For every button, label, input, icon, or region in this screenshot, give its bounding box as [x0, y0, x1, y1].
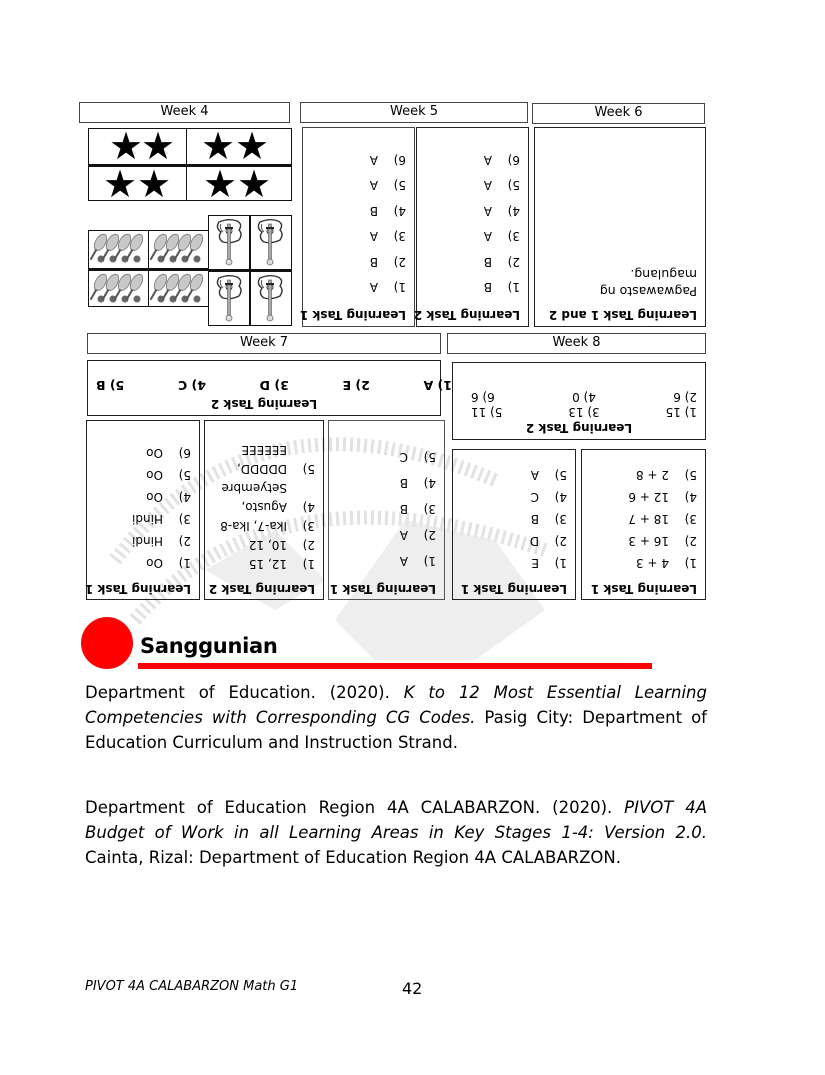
- answer-item: 2) E: [342, 378, 370, 393]
- answer-item: [461, 530, 567, 552]
- answer-number: 2): [393, 254, 406, 269]
- answer-item: [425, 147, 520, 173]
- answer-item: [213, 517, 315, 536]
- section-bullet-circle: [81, 617, 133, 669]
- answer-number: 5): [684, 468, 697, 482]
- answer-value: C: [399, 450, 408, 464]
- guitars-grid: [208, 215, 292, 326]
- reference-author: Department of Education Region 4A CALABARZON. (2020).: [85, 798, 625, 817]
- answer-item: [461, 486, 567, 508]
- section-underline: [138, 663, 652, 669]
- star-icon: ★: [137, 162, 172, 206]
- answer-item: [311, 275, 406, 301]
- reference-publisher: Pasig City: Department of Education Curriculum and Instruction Strand.: [85, 708, 707, 752]
- answer-item: [95, 552, 191, 574]
- reference-entry: [85, 680, 707, 755]
- page-number: 42: [402, 979, 423, 998]
- reference-author: Department of Education. (2020).: [85, 683, 404, 702]
- answer-value: Oo: [146, 556, 163, 570]
- answer-value: B: [530, 512, 539, 526]
- answer-number: 5): [393, 178, 406, 193]
- answer-number: 1): [302, 557, 315, 572]
- guitar-cell: [249, 269, 292, 326]
- answer-number: 3): [393, 229, 406, 244]
- answer-item: [213, 460, 315, 479]
- guitar-cell: [249, 215, 292, 272]
- answer-value: 4 + 3: [636, 556, 669, 570]
- answer-number: 1): [423, 554, 436, 568]
- section-title: Sanggunian: [140, 634, 278, 658]
- answer-value: EEEEEE: [241, 443, 287, 458]
- task-note-line: magulang.: [630, 267, 697, 282]
- answer-value: C: [530, 490, 539, 504]
- task-title: Learning Task 1: [329, 582, 436, 596]
- answer-item: [337, 548, 436, 574]
- week-8-task-2-box: [452, 362, 706, 440]
- week-7-task-1-letters-box: [328, 420, 445, 600]
- maracas-cell: [88, 230, 149, 269]
- week-7-task-2-wide-box: [87, 360, 452, 416]
- week-8-header: [447, 333, 706, 354]
- week-7-header: [87, 333, 441, 354]
- answer-item: [461, 464, 567, 486]
- answer-number: 5): [507, 178, 520, 193]
- answer-item: [337, 496, 436, 522]
- maracas-icon: [89, 271, 147, 307]
- answer-number: 4): [178, 490, 191, 504]
- answer-item: 3) 13: [568, 405, 600, 419]
- answer-value: Oo: [146, 468, 163, 482]
- maracas-cell: [148, 230, 209, 269]
- answer-number: 3): [302, 519, 315, 534]
- star-icon: ★: [237, 162, 272, 206]
- task-title: Learning Task 2: [413, 308, 520, 322]
- maracas-icon: [89, 231, 147, 267]
- answer-value: B: [483, 254, 492, 269]
- answer-value: Setyembre: [221, 481, 287, 496]
- answer-number: 1): [554, 556, 567, 570]
- answer-value: Agusto,: [241, 500, 287, 515]
- answer-item: [311, 147, 406, 173]
- reference-title: PIVOT 4A Budget of Work in all Learning Areas in Key Stages 1-4: Version 2.0.: [85, 798, 708, 842]
- answer-number: 6): [178, 446, 191, 460]
- answer-number: 3): [178, 512, 191, 526]
- answer-value: Oo: [146, 446, 163, 460]
- answer-item: [425, 198, 520, 224]
- answer-value: A: [399, 554, 408, 568]
- answer-value: A: [369, 280, 378, 295]
- week-4-label: Week 4: [160, 104, 209, 119]
- guitar-icon: [209, 272, 249, 326]
- answer-number: 2): [302, 538, 315, 553]
- answer-number: 4): [423, 476, 436, 490]
- answer-value: B: [399, 476, 408, 490]
- task-title: Learning Task 1: [460, 582, 567, 596]
- answer-item: [213, 479, 315, 498]
- week-6-label: Week 6: [594, 105, 643, 120]
- answer-item: [311, 224, 406, 250]
- answer-item: [590, 464, 697, 486]
- answer-item: 1) 15: [665, 405, 697, 419]
- answer-value: A: [483, 152, 492, 167]
- answer-item: 3) D: [259, 378, 289, 393]
- answer-number: 5): [302, 462, 315, 477]
- stars-cell: [186, 124, 292, 168]
- answer-number: 2): [178, 534, 191, 548]
- answer-number: 4): [393, 203, 406, 218]
- maracas-grid: [88, 230, 209, 308]
- answer-value: 16 + 3: [628, 534, 669, 548]
- maracas-icon: [149, 231, 207, 267]
- answer-item: 4) C: [178, 378, 206, 393]
- week-5-label: Week 5: [389, 104, 439, 119]
- task-title: Learning Task 1 and 2: [548, 308, 697, 322]
- answer-item: [95, 464, 191, 486]
- task-title: Learning Task 1: [590, 582, 697, 596]
- answer-item: 5) B: [96, 378, 125, 393]
- answer-item: [590, 552, 697, 574]
- task-title: Learning Task 2: [525, 421, 633, 435]
- footer-title: PIVOT 4A CALABARZON Math G1: [85, 979, 299, 994]
- answer-item: [95, 442, 191, 464]
- answer-value: 10, 12: [248, 538, 287, 553]
- week-5-header: [300, 102, 528, 123]
- answer-value: DDDDD,: [236, 462, 287, 477]
- answer-item: [213, 441, 315, 460]
- answer-item: [213, 536, 315, 555]
- answer-number: 4): [507, 203, 520, 218]
- answer-number: 3): [684, 512, 697, 526]
- answer-value: A: [369, 229, 378, 244]
- answer-list: [213, 441, 315, 574]
- answer-item: [337, 444, 436, 470]
- reference-publisher: Cainta, Rizal: Department of Education Region 4A CALABARZON.: [85, 848, 621, 867]
- guitar-cell: [208, 215, 251, 272]
- answer-item: [95, 486, 191, 508]
- answer-item: [461, 508, 567, 530]
- stars-cell: [88, 124, 187, 168]
- answer-list: [425, 147, 520, 300]
- week-8-label: Week 8: [552, 335, 601, 350]
- week-4-header: [79, 102, 290, 123]
- answer-item: [425, 224, 520, 250]
- answer-number: 3): [554, 512, 567, 526]
- answer-number: 6): [393, 152, 406, 167]
- answer-value: Hindi: [132, 512, 163, 526]
- answer-item: [461, 552, 567, 574]
- answer-value: A: [483, 178, 492, 193]
- star-icon: ★: [235, 124, 270, 168]
- answer-number: 6): [507, 152, 520, 167]
- reference-entry: [85, 795, 707, 870]
- week-5-task-1-box: [299, 127, 415, 327]
- answer-number: 4): [554, 490, 567, 504]
- task-title: Learning Task 1: [84, 582, 191, 596]
- stars-cell: [186, 162, 292, 206]
- answer-row: [96, 378, 452, 393]
- answer-number: 2): [423, 528, 436, 542]
- answer-number: 5): [423, 450, 436, 464]
- week-7-task-2-box: [204, 420, 324, 600]
- answer-value: Hindi: [132, 534, 163, 548]
- answer-item: 6) 6: [471, 390, 495, 404]
- answer-item: [311, 173, 406, 199]
- star-icon: ★: [103, 162, 138, 206]
- answer-number: 3): [423, 502, 436, 516]
- guitar-icon: [250, 216, 290, 270]
- answer-item: [590, 508, 697, 530]
- answer-number: 4): [684, 490, 697, 504]
- answer-value: Ika-7, Ika-8: [220, 519, 287, 534]
- answer-number: 1): [178, 556, 191, 570]
- answer-list: [461, 464, 567, 574]
- week-5-task-2-box: [413, 127, 529, 327]
- answer-item: [213, 555, 315, 574]
- answer-value: A: [369, 178, 378, 193]
- answer-item: [337, 470, 436, 496]
- answer-number: 2): [507, 254, 520, 269]
- task-title: Learning Task 1: [299, 308, 406, 322]
- answer-item: [425, 275, 520, 301]
- week-8-task-1-letters-box: [452, 449, 576, 600]
- star-icon: ★: [201, 124, 236, 168]
- answer-item: [95, 508, 191, 530]
- answer-list: [95, 442, 191, 574]
- answer-value: 2 + 8: [636, 468, 669, 482]
- answer-number: 1): [393, 280, 406, 295]
- guitar-cell: [208, 269, 251, 326]
- answer-item: [213, 498, 315, 517]
- answer-value: D: [529, 534, 539, 548]
- answer-item: 1) A: [423, 378, 452, 393]
- answer-item: [337, 522, 436, 548]
- answer-item: [590, 530, 697, 552]
- star-icon: ★: [109, 124, 144, 168]
- answer-item: 4) 0: [572, 390, 596, 404]
- stars-cell: [88, 162, 187, 206]
- answer-list: [311, 147, 406, 300]
- answer-value: 18 + 7: [628, 512, 669, 526]
- guitar-icon: [250, 272, 290, 326]
- answer-item: [95, 530, 191, 552]
- task-title: Learning Task 2: [208, 582, 315, 596]
- week-6-header: [532, 103, 705, 124]
- maracas-icon: [149, 271, 207, 307]
- answer-item: [425, 249, 520, 275]
- answer-value: 12, 15: [248, 557, 287, 572]
- answer-value: A: [483, 229, 492, 244]
- week-6-task-box: [534, 127, 706, 327]
- answer-value: Oo: [146, 490, 163, 504]
- answer-number: 1): [507, 280, 520, 295]
- answer-row: [461, 389, 697, 404]
- answer-value: A: [530, 468, 539, 482]
- answer-number: 2): [554, 534, 567, 548]
- answer-value: A: [399, 528, 408, 542]
- answer-number: 5): [178, 468, 191, 482]
- answer-value: A: [369, 152, 378, 167]
- week-7-label: Week 7: [239, 335, 289, 350]
- reference-title: K to 12 Most Essential Learning Competencies with Corresponding CG Codes.: [85, 683, 707, 727]
- answer-value: B: [399, 502, 408, 516]
- answer-item: [311, 198, 406, 224]
- answer-number: 5): [554, 468, 567, 482]
- answer-value: E: [531, 556, 539, 570]
- star-icon: ★: [203, 162, 238, 206]
- answer-number: 3): [507, 229, 520, 244]
- week-7-task-1-yesno-box: [86, 420, 200, 600]
- answer-value: 12 + 6: [628, 490, 669, 504]
- maracas-cell: [88, 268, 149, 307]
- answer-value: B: [369, 254, 378, 269]
- stars-grid: [88, 124, 292, 206]
- answer-item: [590, 486, 697, 508]
- answer-item: [311, 249, 406, 275]
- answer-number: 4): [302, 500, 315, 515]
- answer-list: [337, 444, 436, 574]
- answer-item: 2) 6: [673, 390, 697, 404]
- task-note-line: Pagwawasto ng: [599, 284, 697, 299]
- maracas-cell: [148, 268, 209, 307]
- task-title: Learning Task 2: [210, 397, 318, 411]
- star-icon: ★: [141, 124, 176, 168]
- answer-value: B: [483, 280, 492, 295]
- answer-item: 5) 11: [471, 405, 503, 419]
- answer-number: 2): [684, 534, 697, 548]
- answer-value: B: [369, 203, 378, 218]
- answer-list: [590, 464, 697, 574]
- week-8-task-1-math-box: [581, 449, 706, 600]
- answer-value: A: [483, 203, 492, 218]
- guitar-icon: [209, 216, 249, 270]
- answer-number: 1): [684, 556, 697, 570]
- answer-item: [425, 173, 520, 199]
- answer-row: [461, 404, 697, 419]
